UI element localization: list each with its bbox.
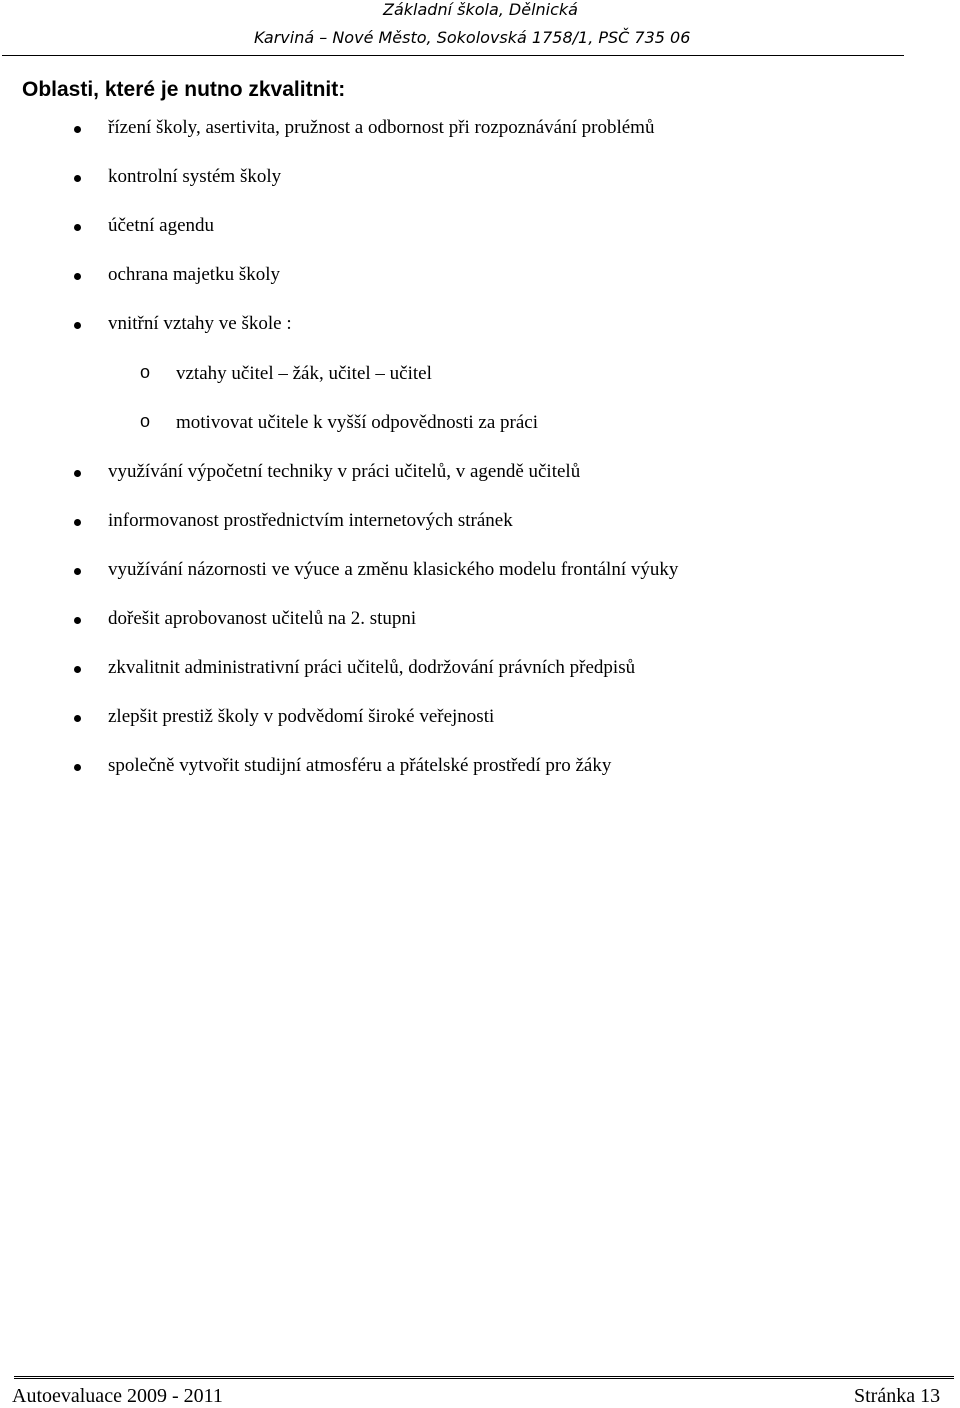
header-school-address: Karviná – Nové Město, Sokolovská 1758/1, PSČ 735 06 (254, 28, 691, 47)
footer-divider (14, 1376, 954, 1379)
list-item (0, 706, 960, 732)
list-item (0, 264, 960, 290)
bullet-icon (74, 126, 81, 133)
list-item-text: společně vytvořit studijní atmosféru a přátelské prostředí pro žáky (108, 755, 612, 776)
list-item-text: vnitřní vztahy ve škole : (108, 313, 292, 334)
list-item-text: účetní agendu (108, 215, 215, 236)
list-item-text: dořešit aprobovanost učitelů na 2. stupni (108, 608, 417, 629)
list-item (0, 755, 960, 781)
list-item-text: zlepšit prestiž školy v podvědomí široké veřejnosti (108, 706, 495, 727)
list-item-text: využívání názornosti ve výuce a změnu klasického modelu frontální výuky (108, 559, 679, 580)
sub-list-item (0, 363, 960, 389)
list-item (0, 215, 960, 241)
list-item (0, 510, 960, 536)
header-divider (2, 55, 904, 56)
header-school-name: Základní škola, Dělnická (383, 0, 578, 19)
hollow-bullet-icon: o (140, 411, 151, 431)
list-item (0, 117, 960, 143)
bullet-icon (74, 764, 81, 771)
list-item-text: zkvalitnit administrativní práci učitelů, dodržování právních předpisů (108, 657, 636, 678)
list-item (0, 608, 960, 634)
bullet-icon (74, 617, 81, 624)
hollow-bullet-icon: o (140, 362, 151, 382)
list-item (0, 461, 960, 487)
list-item (0, 559, 960, 585)
section-heading: Oblasti, které je nutno zkvalitnit: (22, 78, 346, 101)
list-item-text: motivovat učitele k vyšší odpovědnosti za práci (176, 412, 538, 433)
bullet-icon (74, 666, 81, 673)
bullet-icon (74, 715, 81, 722)
list-item-text: kontrolní systém školy (108, 166, 282, 187)
list-item-text: ochrana majetku školy (108, 264, 281, 285)
bullet-icon (74, 224, 81, 231)
page-header (0, 0, 960, 60)
bullet-icon (74, 322, 81, 329)
bullet-icon (74, 519, 81, 526)
bullet-icon (74, 273, 81, 280)
footer-page-number: Stránka 13 (854, 1385, 941, 1407)
list-item (0, 657, 960, 683)
list-item-text: využívání výpočetní techniky v práci učitelů, v agendě učitelů (108, 461, 581, 482)
list-item (0, 166, 960, 192)
bullet-icon (74, 568, 81, 575)
list-item (0, 313, 960, 339)
list-item-text: informovanost prostřednictvím internetových stránek (108, 510, 513, 531)
list-item-text: vztahy učitel – žák, učitel – učitel (176, 363, 432, 384)
bullet-icon (74, 470, 81, 477)
list-item-text: řízení školy, asertivita, pružnost a odbornost při rozpoznávání problémů (108, 117, 655, 138)
footer-document-title: Autoevaluace 2009 - 2011 (12, 1385, 223, 1407)
sub-list-item (0, 412, 960, 438)
bullet-icon (74, 175, 81, 182)
